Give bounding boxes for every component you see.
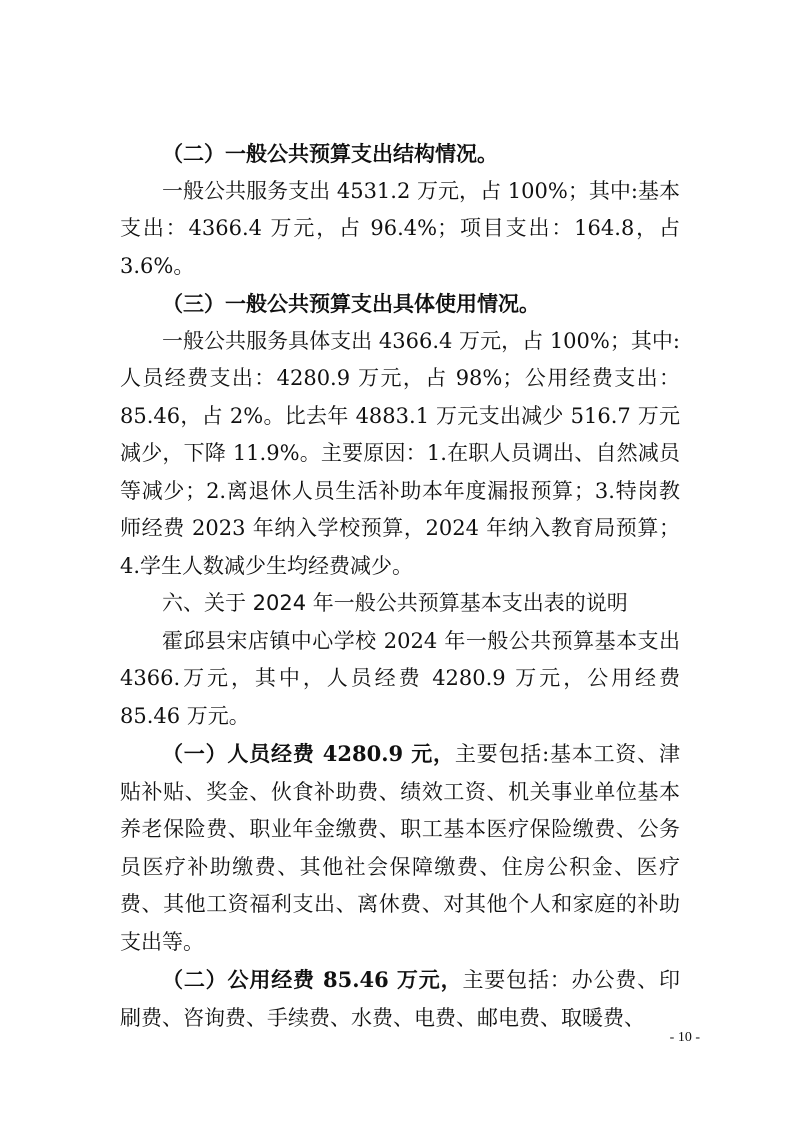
paragraph-personnel-expenses [120, 735, 680, 961]
public-amount: 85.46 万元， [314, 967, 463, 992]
paragraph-expenditure-usage: 一般公共服务具体支出 4366.4 万元，占 100%；其中:人员经费支出：4280.9 万元，占 98%；公用经费支出：85.46，占 2%。比去年 4883.1 万元支出减少 516.7 万元减少，下降 11.9%。主要原因：1.在职人员调出、自然减员等减少；2.离退休人员生活补助本年度漏报预算；3.特岗教师经费 2023 年纳入学校预算，2024 年纳入教育局预算；4.学生人数减少生均经费减少。 [120, 328, 680, 578]
heading-expenditure-usage: （三）一般公共预算支出具体使用情况。 [162, 291, 540, 316]
public-text: 主要包括：办公费、印刷费、咨询费、手续费、水费、电费、邮电费、取暖费、 [120, 968, 680, 1030]
public-lead: （二）公用经费 [162, 967, 315, 992]
paragraph-section-six: 霍邱县宋店镇中心学校 2024 年一般公共预算基本支出 4366.万元，其中，人员经费 4280.9 万元，公用经费 85.46 万元。 [120, 628, 680, 728]
personnel-text: 主要包括:基本工资、津贴补贴、奖金、伙食补助费、绩效工资、机关事业单位基本养老保险费、职业年金缴费、职工基本医疗保险缴费、公务员医疗补助缴费、其他社会保障缴费、住房公积金、医疗费、其他工资福利支出、离休费、对其他个人和家庭的补助支出等。 [120, 742, 680, 954]
personnel-amount: 4280.9 元， [314, 741, 455, 766]
page-number: - 10 - [669, 1030, 700, 1045]
document-page [120, 135, 680, 1037]
paragraph-expenditure-structure: 一般公共服务支出 4531.2 万元，占 100%；其中:基本支出：4366.4 万元，占 96.4%；项目支出：164.8，占 3.6%。 [120, 178, 680, 278]
personnel-lead: （一）人员经费 [162, 741, 315, 766]
heading-expenditure-structure: （二）一般公共预算支出结构情况。 [162, 141, 498, 166]
paragraph-public-expenses [120, 961, 680, 1037]
heading-section-six: 六、关于 2024 年一般公共预算基本支出表的说明 [162, 591, 628, 615]
